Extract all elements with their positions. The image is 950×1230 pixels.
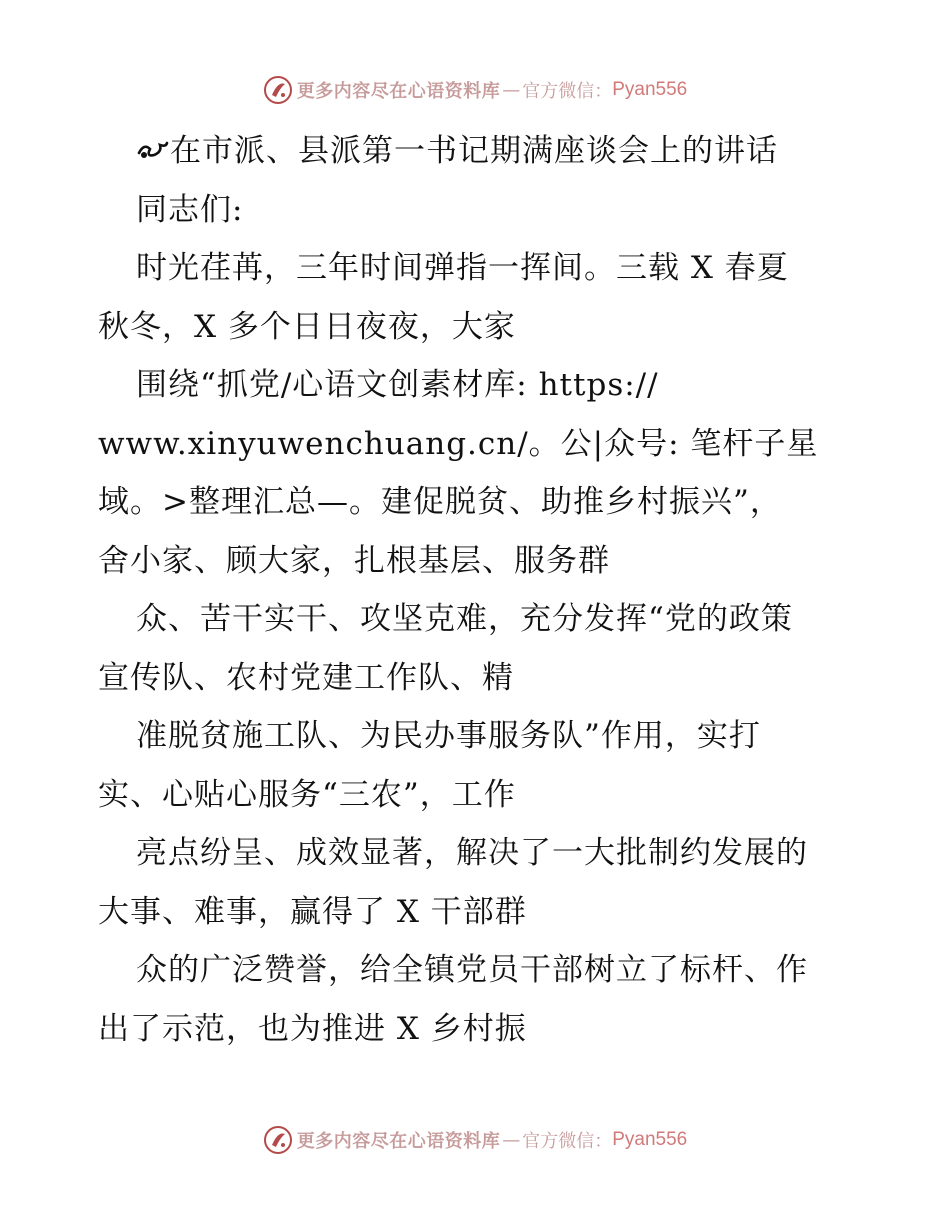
paragraph-line: 围绕“抓党/心语文创素材库: https:// [136,367,659,403]
banner-site-text: 更多内容尽在心语资料库 [296,81,501,102]
paragraph-line: 舍小家、顾大家，扎根基层、服务群 [98,542,610,579]
document-title-text: 在市派、县派第一书记期满座谈会上的讲话 [170,133,778,169]
flourish-icon [136,135,170,165]
paragraph-line: 时光荏苒，三年时间弹指一挥间。三载 X 春夏 [136,250,789,286]
document-body [98,122,878,1058]
seal-logo-icon [263,75,293,105]
paragraph-line: 出了示范，也为推进 X 乡村振 [98,1010,527,1047]
paragraph-line: 亮点纷呈、成效显著，解决了一大批制约发展的 [136,835,808,871]
paragraph-line: www.xinyuwenchuang.cn/。公|众号: 笔杆子星 [98,425,819,462]
seal-logo-icon [263,1125,293,1155]
paragraph-line: 准脱贫施工队、为民办事服务队”作用，实打 [136,718,761,754]
banner-separator: — [502,1129,521,1151]
banner-wechat-id: Pyan556 [612,1129,688,1150]
paragraph-line: 域。>整理汇总—。建促脱贫、助推乡村振兴”， [98,484,782,520]
banner-separator: — [502,79,521,101]
footer-banner [0,1120,950,1160]
banner-wechat-label: 官方微信： [522,1131,613,1152]
paragraph-line: 实、心贴心服务“三农”，工作 [98,776,516,813]
paragraph-line: 宣传队、农村党建工作队、精 [98,659,514,696]
banner-site-text: 更多内容尽在心语资料库 [296,1131,501,1152]
banner-wechat-id: Pyan556 [612,79,688,100]
paragraph-line: 大事、难事，赢得了 X 干部群 [98,893,527,930]
document-title [98,122,878,181]
paragraph-line: 秋冬，X 多个日日夜夜，大家 [98,308,516,345]
banner-wechat-label: 官方微信： [522,81,613,102]
paragraph-line: 众的广泛赞誉，给全镇党员干部树立了标杆、作 [136,952,808,988]
paragraph-line: 同志们: [136,191,244,228]
paragraph-line: 众、苦干实干、攻坚克难，充分发挥“党的政策 [136,601,793,637]
header-banner [0,70,950,110]
